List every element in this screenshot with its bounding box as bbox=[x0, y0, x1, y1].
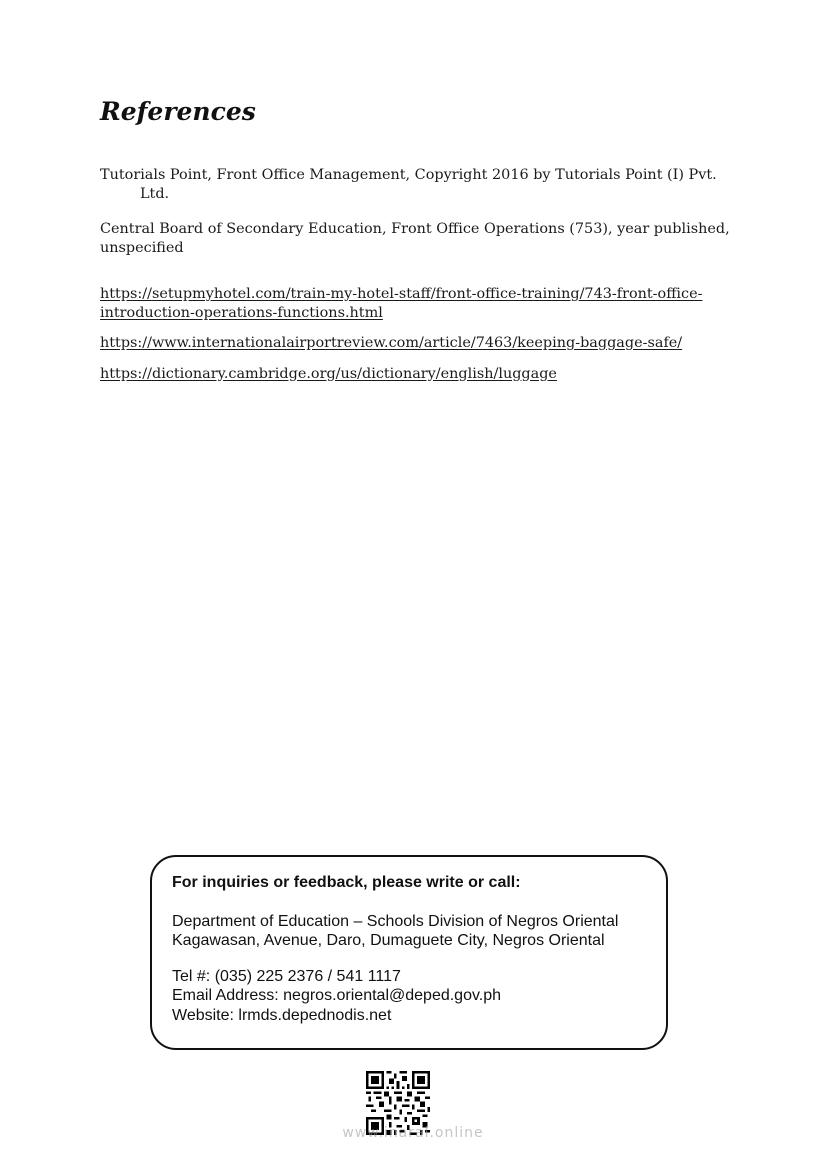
reference-book-2: Central Board of Secondary Education, Front Office Operations (753), year published, unspecified bbox=[100, 221, 730, 256]
address-line-2: Kagawasan, Avenue, Daro, Dumaguete City, Negros Oriental bbox=[172, 932, 605, 949]
address-line-1: Department of Education – Schools Division of Negros Oriental bbox=[172, 912, 619, 930]
page-title: References bbox=[100, 97, 256, 126]
contact-address bbox=[172, 912, 646, 951]
contact-email: Email Address: negros.oriental@deped.gov.ph bbox=[172, 987, 502, 1004]
contact-details bbox=[172, 967, 646, 1026]
reference-link-cambridge[interactable]: https://dictionary.cambridge.org/us/dictionary/english/luggage bbox=[100, 365, 557, 382]
contact-title: For inquiries or feedback, please write or call: bbox=[172, 874, 521, 891]
reference-book-1: Tutorials Point, Front Office Management, Copyright 2016 by Tutorials Point (I) Pvt. Ltd. bbox=[100, 167, 717, 202]
reference-link-setupmyhotel[interactable]: https://setupmyhotel.com/train-my-hotel-staff/front-office-training/743-front-office-introduction-operations-functions.html bbox=[100, 286, 703, 321]
contact-tel: Tel #: (035) 225 2376 / 541 1117 bbox=[172, 967, 401, 985]
watermark: www.inaral.online bbox=[342, 1125, 484, 1141]
contact-website: Website: lrmds.depednodis.net bbox=[172, 1006, 392, 1024]
references-list bbox=[100, 166, 732, 395]
reference-link-airport-review[interactable]: https://www.internationalairportreview.com/article/7463/keeping-baggage-safe/ bbox=[100, 335, 683, 351]
contact-box bbox=[150, 855, 668, 1050]
